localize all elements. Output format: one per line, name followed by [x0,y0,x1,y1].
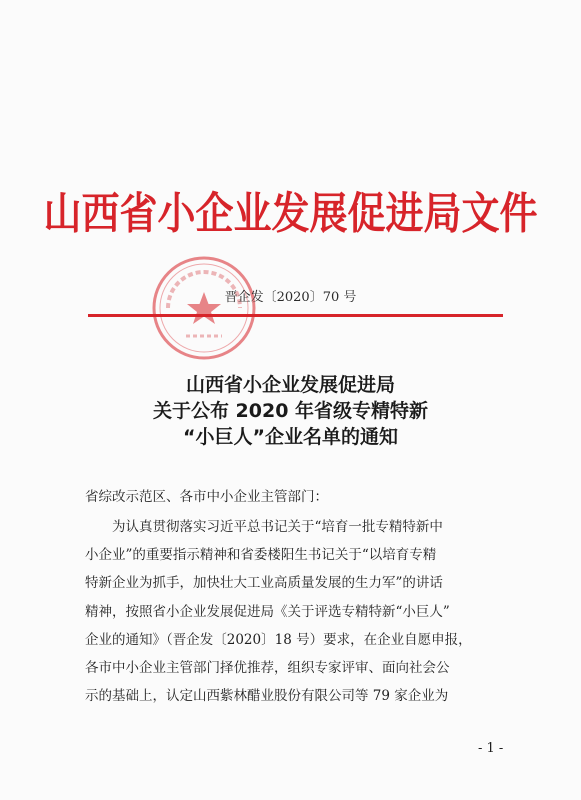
addressee-line: 省综改示范区、各市中小企业主管部门： [85,489,328,505]
notice-title-line-1: 山西省小企业发展促进局 [185,374,395,396]
notice-title [0,372,581,450]
notice-title-line-2: 关于公布 2020 年省级专精特新 [152,400,429,422]
red-official-seal-icon [148,252,260,364]
body-paragraph [85,513,505,710]
body-line-7: 示的基础上，认定山西紫林醋业股份有限公司等 79 家企业为 [85,688,449,705]
red-divider-line [88,314,503,317]
notice-title-line-3: “小巨人”企业名单的通知 [183,426,398,448]
body-line-6: 各市中小企业主管部门择优推荐，组织专家评审、面向社会公 [85,659,450,676]
body-line-1: 为认真贯彻落实习近平总书记关于“培育一批专精特新中 [112,519,443,535]
body-line-3: 特新企业为抓手，加快壮大工业高质量发展的生力军”的讲话 [85,575,443,592]
document-number: 晋企发〔2020〕70 号 [224,290,357,305]
page-number: - 1 - [478,741,504,756]
body-line-5: 企业的通知》（晋企发〔2020〕18 号）要求，在企业自愿申报， [85,631,472,648]
body-line-2: 小企业”的重要指示精神和省委楼阳生书记关于“以培育专精 [85,547,437,564]
body-line-4: 精神，按照省小企业发展促进局《关于评选专精特新“小巨人” [85,603,450,620]
document-header-title: 山西省小企业发展促进局文件 [43,188,538,239]
